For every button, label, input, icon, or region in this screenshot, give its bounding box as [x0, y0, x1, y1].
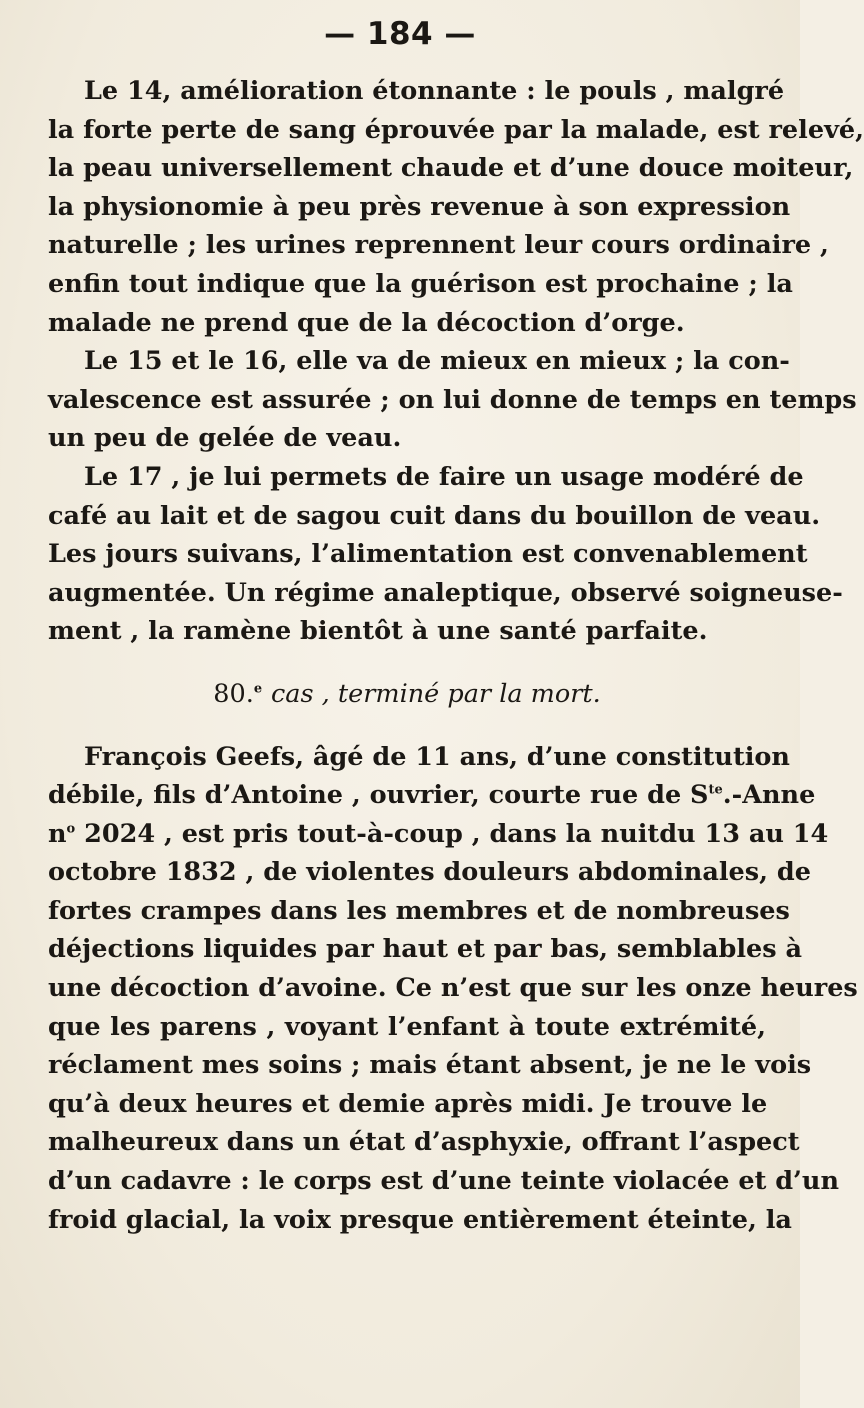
- text-line: déjections liquides par haut et par bas, semblables à: [48, 934, 803, 965]
- text-segment: 2024 , est pris tout-à-coup , dans la nuitdu 13 au 14: [75, 818, 829, 849]
- text-line: naturelle ; les urines reprennent leur cours ordinaire ,: [48, 230, 829, 261]
- case-heading: [48, 675, 766, 714]
- text-line: enfin tout indique que la guérison est prochaine ; la: [48, 268, 793, 299]
- paragraph-4: [48, 738, 858, 1240]
- text-line-with-superscript: [48, 776, 816, 815]
- page-text: [48, 72, 864, 1239]
- text-line: Le 15 et le 16, elle va de mieux en mieux ; la con-: [84, 346, 790, 377]
- text-line: café au lait et de sagou cuit dans du bouillon de veau.: [48, 500, 821, 531]
- text-line: d’un cadavre : le corps est d’une teinte violacée et d’un: [48, 1166, 840, 1197]
- case-title: cas , terminé par la mort.: [271, 678, 601, 709]
- paragraph-3: [48, 458, 843, 651]
- text-segment: débile, fils d’Antoine , ouvrier, courte rue de S: [48, 780, 709, 811]
- paragraph-2: [48, 342, 857, 458]
- text-line: une décoction d’avoine. Ce n’est que sur les onze heures: [48, 973, 858, 1004]
- text-line: froid glacial, la voix presque entièrement éteinte, la: [48, 1204, 792, 1235]
- text-line: la physionomie à peu près revenue à son expression: [48, 191, 791, 222]
- text-segment: .-Anne: [722, 780, 816, 811]
- text-line: qu’à deux heures et demie après midi. Je trouve le: [48, 1088, 768, 1119]
- text-line: Les jours suivans, l’alimentation est convenablement: [48, 539, 808, 570]
- case-number: 80.: [213, 678, 254, 709]
- text-line: Le 14, amélioration étonnante : le pouls , malgré: [84, 76, 785, 106]
- text-line: la peau universellement chaude et d’une douce moiteur,: [48, 153, 854, 184]
- text-line: François Geefs, âgé de 11 ans, d’une constitution: [84, 741, 790, 772]
- text-line: ment , la ramène bientôt à une santé parfaite.: [48, 616, 708, 647]
- text-line: malheureux dans un état d’asphyxie, offrant l’aspect: [48, 1127, 800, 1158]
- text-line: un peu de gelée de veau.: [48, 423, 402, 454]
- text-line: valescence est assurée ; on lui donne de temps en temps: [48, 384, 857, 415]
- text-segment: n: [48, 818, 67, 849]
- text-line: Le 17 , je lui permets de faire un usage modéré de: [84, 461, 804, 492]
- superscript: o: [66, 821, 76, 837]
- text-line: fortes crampes dans les membres et de nombreuses: [48, 895, 790, 926]
- text-line: octobre 1832 , de violentes douleurs abdominales, de: [48, 857, 811, 888]
- text-line: augmentée. Un régime analeptique, observé soigneuse-: [48, 577, 843, 608]
- page-number: — 184 —: [324, 16, 476, 52]
- text-line: la forte perte de sang éprouvée par la malade, est relevé,: [48, 114, 864, 145]
- text-line: malade ne prend que de la décoction d’orge.: [48, 307, 685, 338]
- paragraph-1: [48, 72, 864, 342]
- case-number-superscript: e: [253, 681, 263, 697]
- text-line: que les parens , voyant l’enfant à toute extrémité,: [48, 1011, 766, 1042]
- text-line: réclament mes soins ; mais étant absent, je ne le vois: [48, 1050, 812, 1081]
- text-line-with-superscript: [48, 815, 829, 854]
- superscript: te: [708, 782, 723, 798]
